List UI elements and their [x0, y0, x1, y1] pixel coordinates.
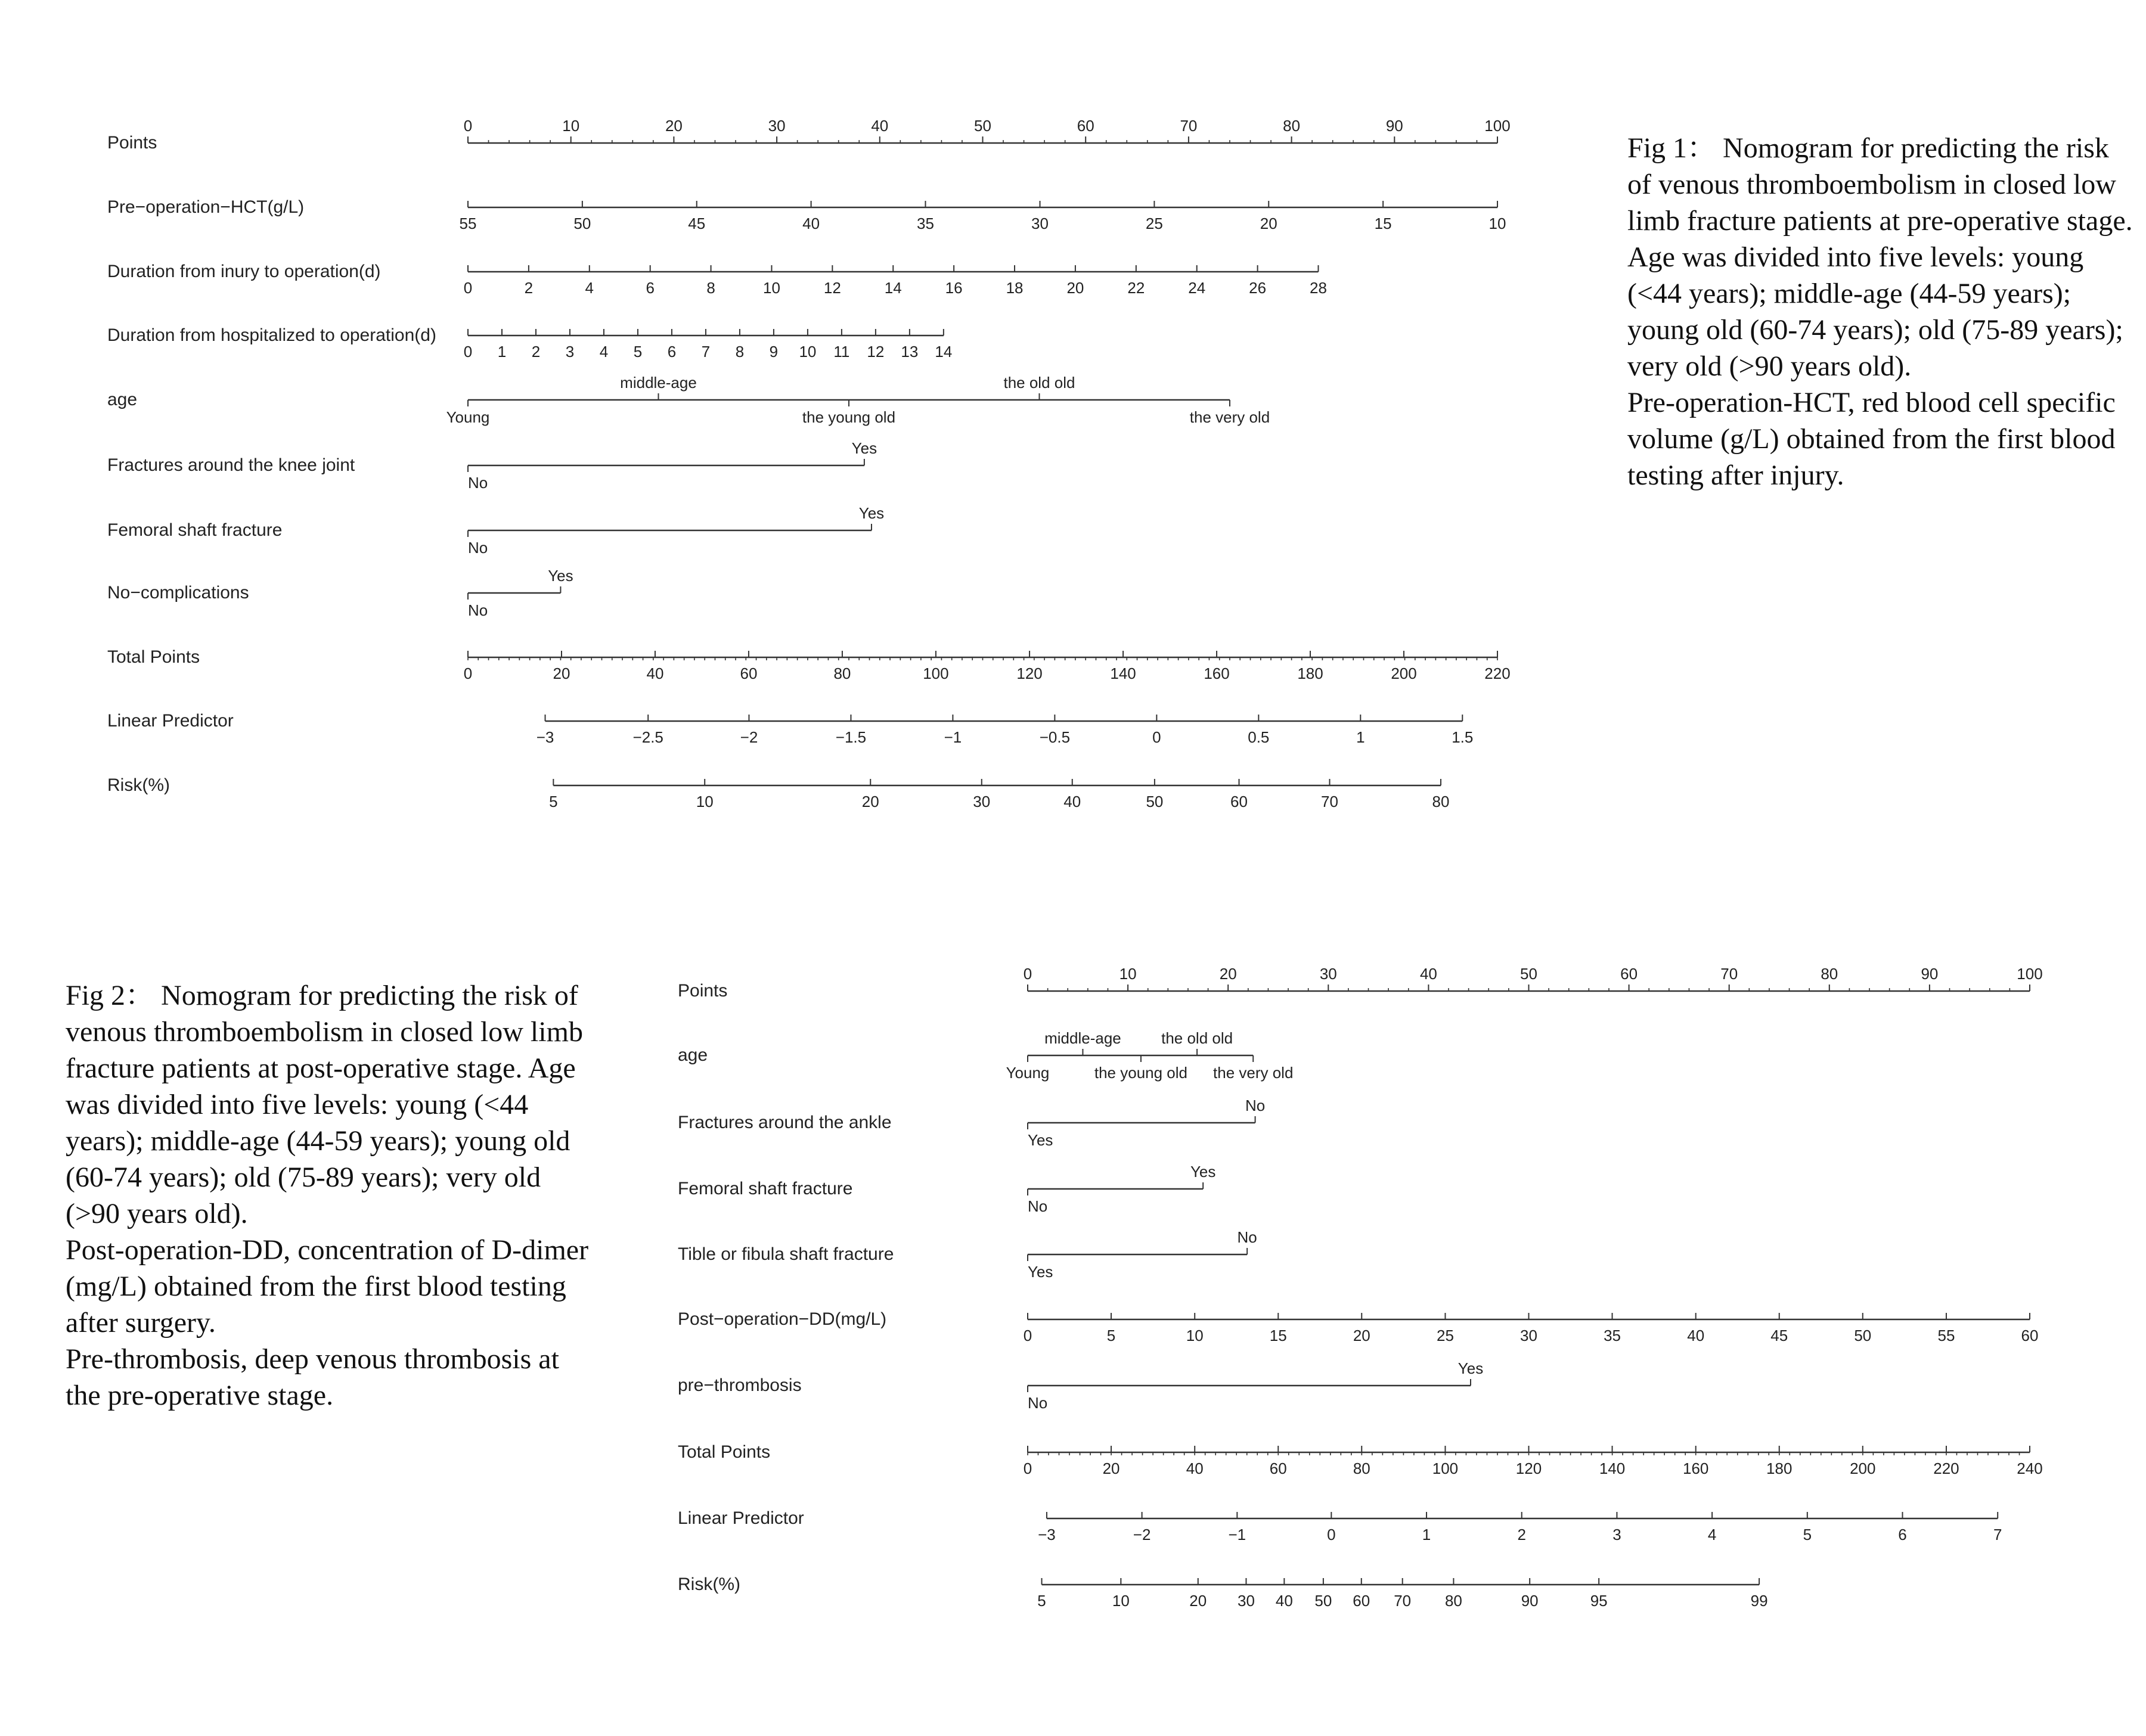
tick-label: 20 [1189, 1592, 1207, 1610]
tick-label: 26 [1249, 279, 1267, 297]
tick-label: 40 [802, 215, 820, 232]
tick-label: 20 [553, 664, 570, 682]
tick-label: −1 [944, 728, 962, 746]
category-label: the very old [1213, 1064, 1294, 1082]
row-label: Linear Predictor [107, 711, 234, 731]
row-label: Duration from inury to operation(d) [107, 262, 381, 281]
tick-label: 10 [1186, 1327, 1204, 1344]
category-label: No [1028, 1197, 1048, 1215]
tick-label: 8 [735, 343, 745, 361]
nomogram-1-row [107, 325, 952, 361]
tick-label: 2 [531, 343, 541, 361]
row-label: Femoral shaft fracture [678, 1179, 853, 1198]
tick-label: 12 [867, 343, 885, 361]
tick-label: 180 [1297, 664, 1323, 682]
category-label: the young old [1094, 1064, 1188, 1082]
tick-label: 0 [1152, 728, 1161, 746]
tick-label: 14 [935, 343, 953, 361]
tick-label: 10 [562, 117, 580, 135]
tick-label: 40 [1186, 1459, 1204, 1477]
tick-label: 240 [2017, 1459, 2043, 1477]
tick-label: 40 [1687, 1327, 1705, 1344]
category-label: No [468, 601, 488, 619]
tick-label: 40 [1063, 793, 1081, 810]
tick-label: 80 [1432, 793, 1450, 810]
nomogram-1-row [107, 117, 1511, 153]
tick-label: 99 [1750, 1592, 1768, 1610]
tick-label: 10 [763, 279, 780, 297]
tick-label: 0 [463, 117, 473, 135]
tick-label: 5 [1037, 1592, 1046, 1610]
tick-label: 220 [1933, 1459, 1959, 1477]
row-label: No−complications [107, 583, 249, 603]
tick-label: 40 [1419, 965, 1437, 983]
tick-label: −3 [1038, 1526, 1056, 1544]
category-label: Yes [1028, 1131, 1053, 1149]
nomogram-2-row [678, 1442, 2043, 1477]
tick-label: 180 [1766, 1459, 1793, 1477]
nomogram-1-row [107, 374, 1270, 426]
tick-label: 25 [1145, 215, 1163, 232]
tick-label: 4 [585, 279, 594, 297]
tick-label: 160 [1204, 664, 1230, 682]
tick-label: 2 [524, 279, 534, 297]
tick-label: 140 [1110, 664, 1136, 682]
tick-label: 7 [701, 343, 711, 361]
category-label: Yes [548, 567, 573, 585]
tick-label: 160 [1683, 1459, 1709, 1477]
tick-label: 20 [665, 117, 683, 135]
fig1-caption-text: Fig 1： Nomogram for predicting the risk of venous thromboembolism in closed low limb fracture patients at pre-operative stage. Age was divided into five levels: young (<44 years); middle-age (44-59 years); young old (60-74 years); old (75-89 years); very old (>90 years old). [1627, 132, 2133, 382]
tick-label: 20 [1353, 1327, 1370, 1344]
tick-label: 35 [1604, 1327, 1621, 1344]
row-label: Post−operation−DD(mg/L) [678, 1309, 887, 1329]
tick-label: 6 [646, 279, 655, 297]
nomogram-2-row [678, 965, 2043, 1001]
tick-label: 3 [565, 343, 575, 361]
nomogram-1-row [107, 647, 1511, 682]
tick-label: 25 [1437, 1327, 1454, 1344]
tick-label: 5 [1106, 1327, 1116, 1344]
tick-label: 200 [1850, 1459, 1876, 1477]
fig2-caption [66, 977, 590, 1414]
tick-label: −2 [740, 728, 758, 746]
tick-label: 3 [1612, 1526, 1621, 1544]
tick-label: 10 [696, 793, 714, 810]
nomogram-1-row [107, 775, 1449, 810]
category-label: Yes [851, 439, 877, 457]
tick-label: 60 [1620, 965, 1638, 983]
tick-label: 1 [497, 343, 507, 361]
tick-label: 40 [1275, 1592, 1293, 1610]
tick-label: 70 [1720, 965, 1738, 983]
nomogram-1-row [107, 567, 573, 619]
tick-label: 70 [1180, 117, 1198, 135]
tick-label: −1.5 [835, 728, 867, 746]
tick-label: 60 [740, 664, 758, 682]
tick-label: 50 [1520, 965, 1537, 983]
nomogram-2-row [678, 1574, 1768, 1610]
tick-label: 4 [599, 343, 609, 361]
fig2-caption-text: Fig 2： Nomogram for predicting the risk of venous thromboembolism in closed low limb fracture patients at post-operative stage. Age was divided into five levels: young (<44 years); middle-age (44-59 years); young old (60-74 years); old (75-89 years); very old (>90 years old). [66, 980, 583, 1229]
tick-label: 30 [973, 793, 991, 810]
tick-label: 140 [1599, 1459, 1626, 1477]
category-label: middle-age [1044, 1029, 1121, 1047]
nomogram-2-row [678, 1029, 1293, 1082]
row-label: Points [678, 981, 728, 1001]
nomogram-1-row [107, 439, 877, 492]
nomogram-2-row [678, 1508, 2002, 1544]
nomogram-1-row [107, 504, 884, 557]
category-label: No [1245, 1097, 1266, 1114]
tick-label: 0 [463, 343, 473, 361]
nomogram-1-row [107, 197, 1506, 232]
tick-label: −3 [536, 728, 554, 746]
tick-label: 120 [1515, 1459, 1542, 1477]
tick-label: 55 [1937, 1327, 1955, 1344]
tick-label: 6 [667, 343, 677, 361]
tick-label: 20 [861, 793, 879, 810]
row-label: Points [107, 133, 157, 153]
tick-label: 50 [974, 117, 991, 135]
tick-label: 0 [1023, 1327, 1032, 1344]
fig1-caption [1627, 130, 2134, 493]
tick-label: 45 [688, 215, 706, 232]
tick-label: 20 [1260, 215, 1277, 232]
tick-label: 16 [945, 279, 963, 297]
tick-label: 28 [1310, 279, 1327, 297]
tick-label: 30 [1237, 1592, 1255, 1610]
tick-label: 70 [1321, 793, 1338, 810]
tick-label: 7 [1993, 1526, 2002, 1544]
tick-label: 60 [1353, 1592, 1370, 1610]
nomogram-2-row [678, 1163, 1215, 1215]
tick-label: 55 [459, 215, 477, 232]
tick-label: 100 [1432, 1459, 1459, 1477]
nomogram-2-row [678, 1228, 1257, 1281]
tick-label: 100 [923, 664, 949, 682]
tick-label: 22 [1127, 279, 1145, 297]
category-label: No [1237, 1228, 1257, 1246]
tick-label: 60 [1230, 793, 1248, 810]
tick-label: 10 [1488, 215, 1506, 232]
tick-label: 11 [833, 343, 850, 361]
tick-label: 15 [1374, 215, 1392, 232]
tick-label: 220 [1484, 664, 1511, 682]
row-label: Fractures around the ankle [678, 1113, 892, 1132]
nomogram-1-row [107, 711, 1473, 746]
category-label: No [468, 474, 488, 492]
row-label: Fractures around the knee joint [107, 455, 355, 475]
tick-label: 30 [1031, 215, 1049, 232]
row-label: Pre−operation−HCT(g/L) [107, 197, 305, 217]
category-label: the young old [802, 408, 896, 426]
tick-label: 12 [823, 279, 841, 297]
tick-label: 45 [1770, 1327, 1788, 1344]
tick-label: 120 [1016, 664, 1043, 682]
tick-label: 80 [1353, 1459, 1370, 1477]
nomogram-2-row [678, 1097, 1265, 1149]
tick-label: 80 [1444, 1592, 1462, 1610]
tick-label: 14 [884, 279, 902, 297]
nomogram-1-row [107, 262, 1327, 297]
category-label: the very old [1189, 408, 1270, 426]
row-label: age [107, 390, 138, 409]
tick-label: 20 [1219, 965, 1237, 983]
tick-label: 2 [1517, 1526, 1526, 1544]
tick-label: 20 [1102, 1459, 1120, 1477]
row-label: Duration from hospitalized to operation(d) [107, 325, 436, 345]
row-label: Risk(%) [107, 775, 170, 795]
nomogram-1 [107, 117, 1511, 810]
tick-label: 0.5 [1248, 728, 1270, 746]
category-label: Yes [1190, 1163, 1216, 1181]
tick-label: 30 [768, 117, 786, 135]
tick-label: 50 [573, 215, 591, 232]
tick-label: 60 [1077, 117, 1094, 135]
tick-label: 8 [706, 279, 715, 297]
tick-label: 95 [1590, 1592, 1608, 1610]
tick-label: 80 [833, 664, 851, 682]
fig1-caption-note: Pre-operation-HCT, red blood cell specific volume (g/L) obtained from the first blood testing after injury. [1627, 387, 2116, 491]
category-label: No [1028, 1394, 1048, 1412]
tick-label: 9 [769, 343, 779, 361]
tick-label: 100 [1484, 117, 1511, 135]
tick-label: 50 [1854, 1327, 1872, 1344]
row-label: pre−thrombosis [678, 1375, 802, 1395]
tick-label: 15 [1269, 1327, 1287, 1344]
row-label: Femoral shaft fracture [107, 520, 283, 540]
fig2-caption-note2: Pre-thrombosis, deep venous thrombosis at the pre-operative stage. [66, 1343, 559, 1411]
tick-label: 80 [1283, 117, 1301, 135]
row-label: age [678, 1045, 708, 1065]
category-label: the old old [1003, 374, 1075, 392]
tick-label: 30 [1520, 1327, 1537, 1344]
category-label: Young [1006, 1064, 1050, 1082]
row-label: Total Points [107, 647, 200, 667]
category-label: Yes [858, 504, 885, 522]
tick-label: 1 [1356, 728, 1365, 746]
tick-label: 80 [1821, 965, 1838, 983]
category-label: No [468, 539, 488, 557]
tick-label: 200 [1391, 664, 1417, 682]
tick-label: 60 [2021, 1327, 2039, 1344]
tick-label: 0 [1327, 1526, 1336, 1544]
tick-label: 13 [901, 343, 919, 361]
category-label: the old old [1161, 1029, 1233, 1047]
tick-label: −2 [1133, 1526, 1151, 1544]
tick-label: 18 [1006, 279, 1024, 297]
tick-label: 10 [1119, 965, 1137, 983]
row-label: Risk(%) [678, 1574, 740, 1594]
tick-label: 1 [1422, 1526, 1431, 1544]
tick-label: 0 [463, 664, 473, 682]
tick-label: 20 [1066, 279, 1084, 297]
row-label: Linear Predictor [678, 1508, 804, 1528]
tick-label: 90 [1921, 965, 1939, 983]
tick-label: 60 [1269, 1459, 1287, 1477]
category-label: Yes [1028, 1263, 1053, 1281]
tick-label: 50 [1146, 793, 1164, 810]
tick-label: 0 [1023, 1459, 1032, 1477]
tick-label: 5 [633, 343, 643, 361]
tick-label: 50 [1314, 1592, 1332, 1610]
tick-label: 4 [1707, 1526, 1717, 1544]
category-label: Young [446, 408, 490, 426]
category-label: Yes [1457, 1359, 1484, 1377]
tick-label: 90 [1521, 1592, 1539, 1610]
tick-label: 24 [1188, 279, 1206, 297]
tick-label: 35 [917, 215, 934, 232]
tick-label: −2.5 [632, 728, 663, 746]
category-label: middle-age [620, 374, 697, 392]
tick-label: 90 [1385, 117, 1403, 135]
tick-label: 5 [549, 793, 558, 810]
tick-label: 0 [463, 279, 473, 297]
nomogram-2-row [678, 1309, 2038, 1344]
tick-label: 10 [799, 343, 817, 361]
tick-label: 70 [1394, 1592, 1412, 1610]
row-label: Total Points [678, 1442, 771, 1462]
tick-label: 40 [646, 664, 664, 682]
tick-label: 40 [871, 117, 889, 135]
tick-label: 1.5 [1452, 728, 1474, 746]
tick-label: 6 [1898, 1526, 1907, 1544]
nomogram-2-row [678, 1359, 1483, 1412]
tick-label: 0 [1023, 965, 1032, 983]
tick-label: −1 [1228, 1526, 1246, 1544]
tick-label: 100 [2017, 965, 2043, 983]
fig2-caption-note: Post-operation-DD, concentration of D-dimer (mg/L) obtained from the first blood testing after surgery. [66, 1234, 589, 1339]
tick-label: −0.5 [1039, 728, 1071, 746]
row-label: Tible or fibula shaft fracture [678, 1244, 894, 1264]
tick-label: 5 [1803, 1526, 1812, 1544]
tick-label: 10 [1112, 1592, 1130, 1610]
nomogram-2 [678, 965, 2043, 1610]
tick-label: 30 [1319, 965, 1337, 983]
